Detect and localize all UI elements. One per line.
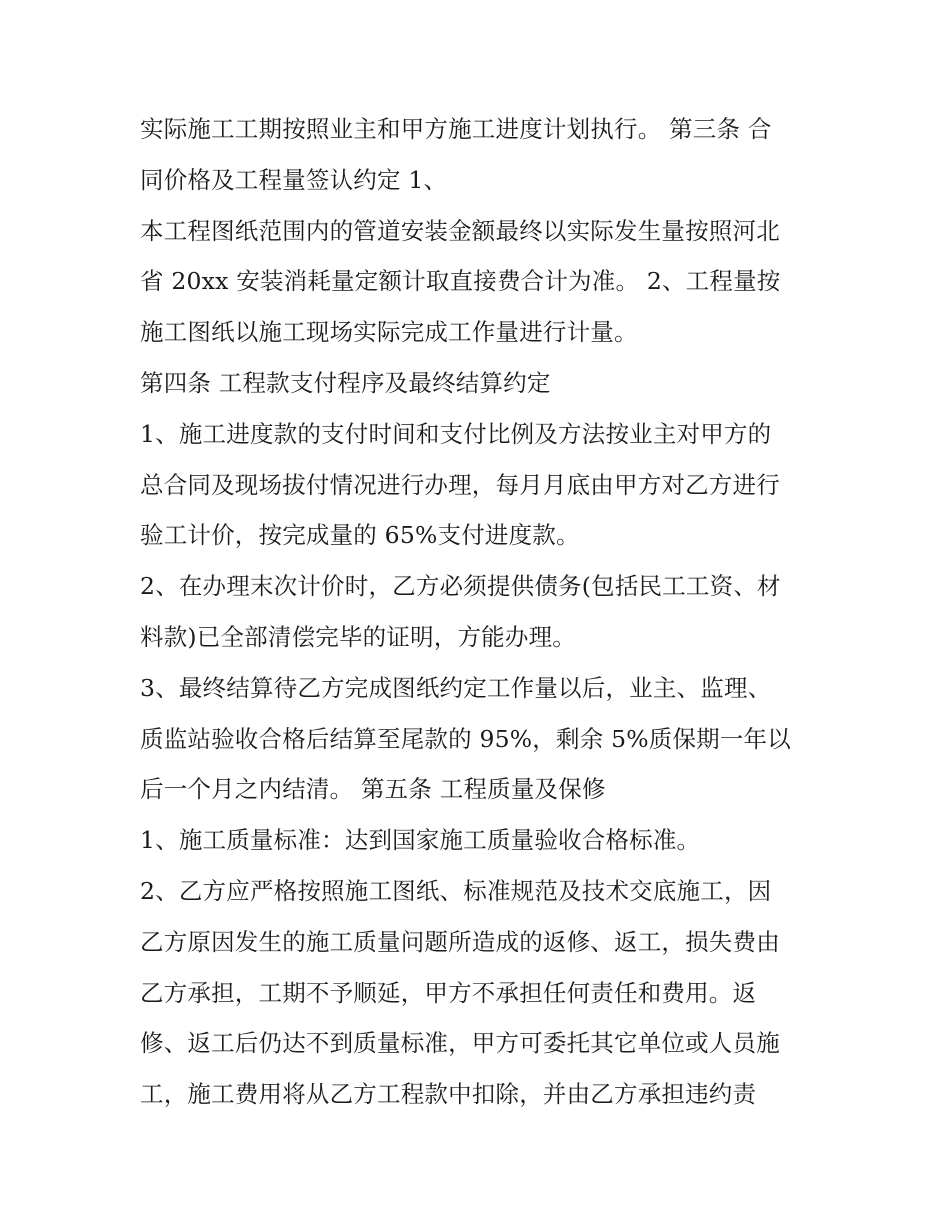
text-line-10: 2、在办理末次计价时，乙方必须提供债务(包括民工工资、材 [140, 572, 781, 601]
text-line-18: 乙方承担，工期不予顺延，甲方不承担任何责任和费用。返 [140, 978, 757, 1007]
text-line-9: 验工计价，按完成量的 65%支付进度款。 [140, 521, 580, 550]
text-line-7: 1、施工进度款的支付时间和支付比例及方法按业主对甲方的 [140, 419, 772, 448]
document-body [140, 104, 820, 1120]
text-line-15: 1、施工质量标准：达到国家施工质量验收合格标准。 [140, 826, 701, 855]
text-line-20: 工，施工费用将从乙方工程款中扣除，并由乙方承担违约责 [140, 1080, 757, 1109]
text-line-11: 料款)已全部清偿完毕的证明，方能办理。 [140, 622, 576, 651]
text-line-16: 2、乙方应严格按照施工图纸、标准规范及技术交底施工，因 [140, 876, 772, 905]
text-line-2: 同价格及工程量签认约定 1、 [140, 165, 448, 194]
text-line-14: 后一个月之内结清。 第五条 工程质量及保修 [140, 775, 606, 804]
text-line-19: 修、返工后仍达不到质量标准，甲方可委托其它单位或人员施 [140, 1029, 780, 1058]
text-line-4: 省 20xx 安装消耗量定额计取直接费合计为准。 2、工程量按 [140, 267, 781, 296]
text-line-12: 3、最终结算待乙方完成图纸约定工作量以后，业主、监理、 [140, 673, 772, 702]
text-line-1: 实际施工工期按照业主和甲方施工进度计划执行。 第三条 合 [140, 115, 772, 143]
text-line-8: 总合同及现场拔付情况进行办理，每月月底由甲方对乙方进行 [140, 470, 780, 499]
text-line-5: 施工图纸以施工现场实际完成工作量进行计量。 [140, 318, 638, 347]
text-line-17: 乙方原因发生的施工质量问题所造成的返修、返工，损失费由 [140, 927, 780, 956]
text-line-13: 质监站验收合格后结算至尾款的 95%，剩余 5%质保期一年以 [140, 724, 791, 753]
text-line-3: 本工程图纸范围内的管道安装金额最终以实际发生量按照河北 [140, 216, 780, 245]
section-heading-article-4: 第四条 工程款支付程序及最终结算约定 [140, 368, 551, 397]
